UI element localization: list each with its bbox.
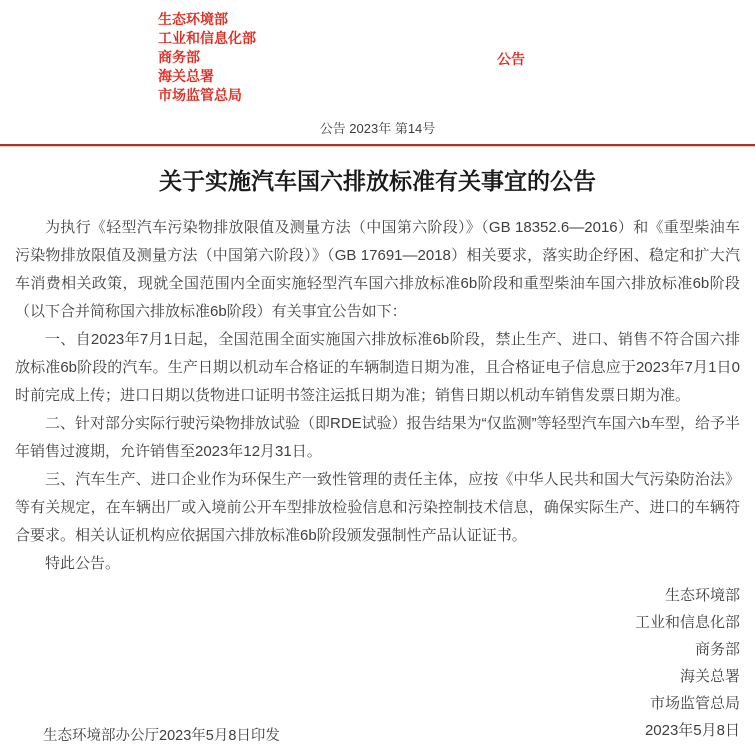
signature-block (0, 582, 740, 744)
document-header (0, 0, 755, 108)
signature-agency: 市场监管总局 (649, 695, 740, 712)
announcement-body (15, 214, 740, 578)
signature-agency: 工业和信息化部 (634, 614, 740, 631)
signature-date: 2023年5月8日 (644, 722, 740, 739)
signature-agency: 生态环境部 (664, 587, 740, 604)
announcement-paragraph: 为执行《轻型汽车污染物排放限值及测量方法（中国第六阶段）》（GB 18352.6—2016）和《重型柴油车污染物排放限值及测量方法（中国第六阶段）》（GB 17691—2018）相关要求，落实助企纾困、稳定和扩大汽车消费相关政策，现就全国范围内全面实施轻型汽车国六排放标准6b阶段和重型柴油车国六排放标准6b阶段（以下合并简称国六排放标准6b阶段）有关事宜公告如下： (15, 219, 740, 320)
issuance-note: 生态环境部办公厅2023年5月8日印发 (43, 728, 280, 744)
issuing-agency: 商务部 (158, 49, 200, 65)
issuing-agency: 生态环境部 (158, 11, 228, 27)
announcement-paragraph: 一、自2023年7月1日起，全国范围全面实施国六排放标准6b阶段，禁止生产、进口、销售不符合国六排放标准6b阶段的汽车。生产日期以机动车合格证的车辆制造日期为准，且合格证电子信息应于2023年7月1日0时前完成上传；进口日期以货物进口证明书签注运抵日期为准；销售日期以机动车销售发票日期为准。 (15, 331, 740, 404)
announcement-paragraph: 特此公告。 (45, 555, 121, 572)
signature-agency: 商务部 (694, 641, 740, 658)
issuing-agency-list (158, 10, 256, 105)
issuing-agency: 市场监管总局 (158, 87, 242, 103)
announcement-paragraph: 二、针对部分实际行驶污染物排放试验（即RDE试验）报告结果为“仅监测”等轻型汽车国六b车型，给予半年销售过渡期，允许销售至2023年12月31日。 (15, 415, 741, 460)
red-divider-rule (0, 144, 755, 147)
notice-type-label: 公告 (497, 51, 525, 67)
signature-agency: 海关总署 (679, 668, 740, 685)
page-title: 关于实施汽车国六排放标准有关事宜的公告 (159, 168, 596, 194)
announcement-paragraph: 三、汽车生产、进口企业作为环保生产一致性管理的责任主体，应按《中华人民共和国大气污染防治法》等有关规定，在车辆出厂或入境前公开车型排放检验信息和污染控制技术信息，确保实际生产、进口的车辆符合要求。相关认证机构应依据国六排放标准6b阶段颁发强制性产品认证证书。 (15, 471, 740, 544)
document-number: 公告 2023年 第14号 (319, 121, 436, 136)
issuing-agency: 海关总署 (158, 68, 214, 84)
issuing-agency: 工业和信息化部 (158, 30, 256, 46)
